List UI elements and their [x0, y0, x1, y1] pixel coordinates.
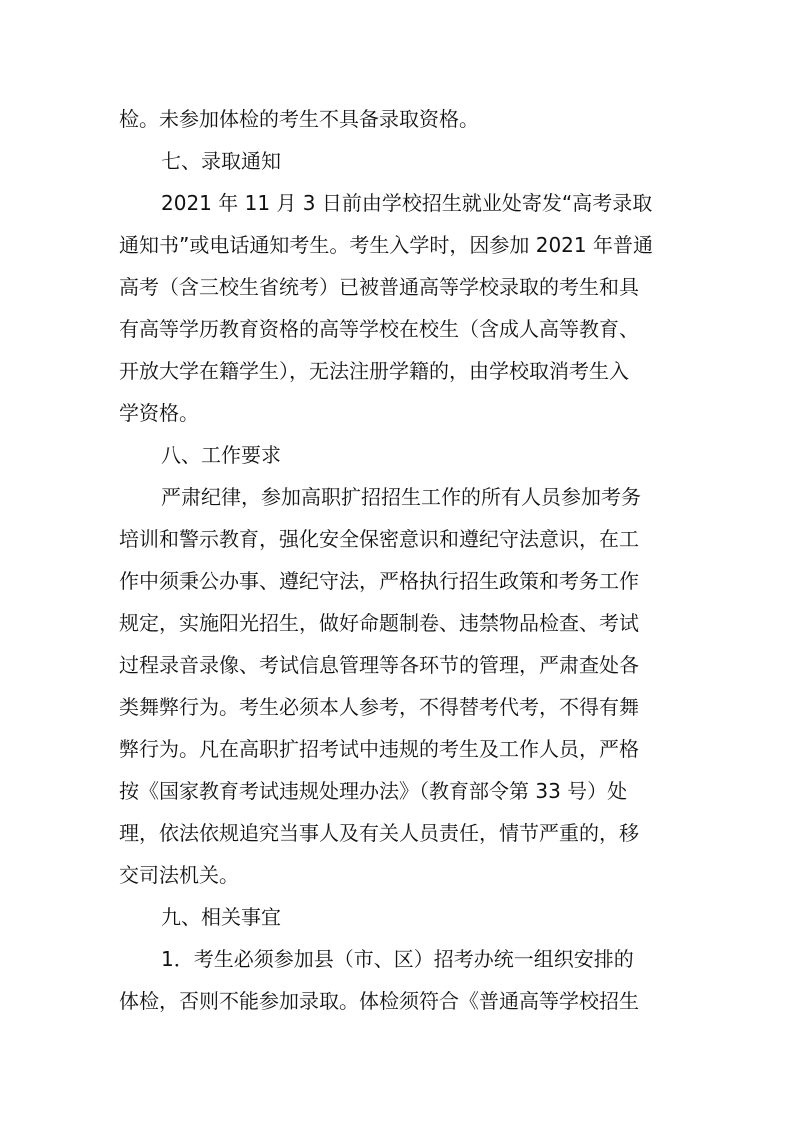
paragraph-line: 高考（含三校生省统考）已被普通高等学校录取的考生和具	[119, 275, 639, 299]
paragraph-line: 过程录音录像、考试信息管理等各环节的管理，严肃查处各	[119, 653, 639, 677]
document-body	[119, 98, 672, 1022]
paragraph-line: 作中须秉公办事、遵纪守法，严格执行招生政策和考务工作	[119, 569, 639, 593]
paragraph-line: 规定，实施阳光招生，做好命题制卷、违禁物品检查、考试	[119, 611, 639, 635]
paragraph-line: 类舞弊行为。考生必须本人参考，不得替考代考，不得有舞	[119, 695, 639, 719]
section-heading-related-matters: 九、相关事宜	[161, 905, 281, 929]
paragraph-line: 交司法机关。	[119, 863, 239, 887]
paragraph-line: 理，依法依规追究当事人及有关人员责任，情节严重的，移	[119, 821, 639, 845]
paragraph-line: 严肃纪律，参加高职扩招招生工作的所有人员参加考务	[161, 485, 641, 509]
paragraph-line: 学资格。	[119, 401, 199, 425]
paragraph-line: 通知书”或电话通知考生。考生入学时，因参加 2021 年普通	[119, 233, 653, 257]
paragraph-line: 开放大学在籍学生），无法注册学籍的，由学校取消考生入	[119, 359, 629, 383]
paragraph-line: 2021 年 11 月 3 日前由学校招生就业处寄发“高考录取	[161, 191, 653, 215]
paragraph-line: 有高等学历教育资格的高等学校在校生（含成人高等教育、	[119, 317, 639, 341]
section-heading-work-requirements: 八、工作要求	[161, 443, 281, 467]
paragraph-line: 检。未参加体检的考生不具备录取资格。	[119, 107, 479, 131]
paragraph-line: 培训和警示教育，强化安全保密意识和遵纪守法意识，在工	[119, 527, 639, 551]
paragraph-line: 按《国家教育考试违规处理办法》（教育部令第 33 号）处	[119, 779, 628, 803]
paragraph-line: 弊行为。凡在高职扩招考试中违规的考生及工作人员，严格	[119, 737, 639, 761]
paragraph-line: 体检，否则不能参加录取。体检须符合《普通高等学校招生	[119, 989, 639, 1013]
paragraph-line: 1．考生必须参加县（市、区）招考办统一组织安排的	[161, 947, 634, 971]
section-heading-admission-notice: 七、录取通知	[161, 149, 281, 173]
